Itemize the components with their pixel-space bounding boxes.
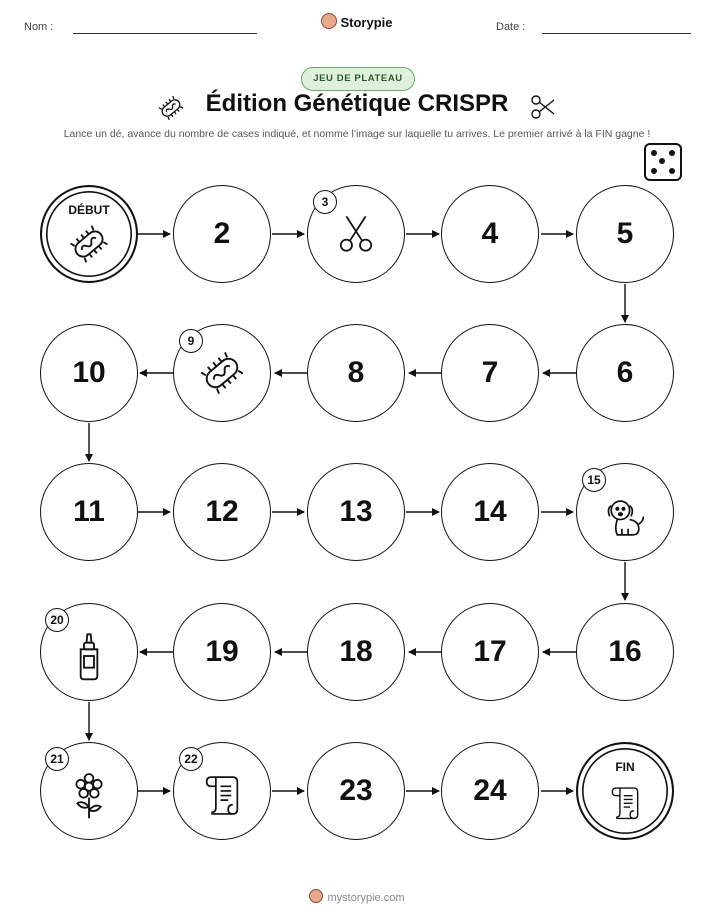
board-cell-17[interactable] [441,603,539,701]
board-cell-16[interactable] [576,603,674,701]
storypie-logo-icon [309,889,323,903]
bacteria-icon [66,221,112,267]
game-badge: JEU DE PLATEAU [301,67,415,91]
cell-tag: 3 [313,190,337,214]
board-cell-13[interactable] [307,463,405,561]
cell-number: 18 [339,635,373,668]
cell-number: 24 [473,774,507,807]
board-cell-18[interactable] [307,603,405,701]
board-cell-6[interactable] [576,324,674,422]
cell-tag: 20 [45,608,69,632]
cell-number: 4 [481,217,499,250]
cell-number: 6 [616,356,634,389]
cell-tag: 9 [179,329,203,353]
name-label: Nom : [24,21,54,33]
footer [0,889,714,904]
board-cell-10[interactable] [40,324,138,422]
end-label: FIN [615,760,635,774]
cell-number: 10 [72,356,106,389]
date-label: Date : [496,21,526,33]
cell-number: 14 [473,495,507,528]
puppy-icon [602,495,648,541]
footer-url[interactable]: mystorypie.com [327,892,405,904]
cell-number: 13 [339,495,373,528]
board-cell-4[interactable] [441,185,539,283]
start-label: DÉBUT [68,203,110,217]
board-cell-24[interactable] [441,742,539,840]
cell-tag: 21 [45,747,69,771]
cell-number: 7 [481,356,499,389]
cell-number: 12 [205,495,239,528]
cell-tag: 22 [179,747,203,771]
glue-bottle-icon [69,631,109,681]
cell-number: 8 [347,356,365,389]
scroll-icon [201,771,243,817]
bacteria-icon [196,347,248,399]
scroll-icon [608,783,642,821]
instructions: Lance un dé, avance du nombre de cases indiqué, et nomme l’image sur laquelle tu arrives. Le premier arrivé à la FIN gagne ! [63,128,651,140]
board-cell-start[interactable] [40,185,138,283]
page-title: Édition Génétique CRISPR [205,90,509,117]
board-cell-23[interactable] [307,742,405,840]
board-cell-7[interactable] [441,324,539,422]
cell-number: 16 [608,635,642,668]
board-cell-19[interactable] [173,603,271,701]
cell-number: 5 [616,217,634,250]
brand-name: Storypie [340,15,393,30]
board-cell-11[interactable] [40,463,138,561]
cell-tag: 15 [582,468,606,492]
cell-number: 19 [205,635,239,668]
scissors-icon [332,210,380,258]
board-cell-8[interactable] [307,324,405,422]
cell-number: 11 [73,495,105,528]
cell-number: 2 [213,217,231,250]
flower-icon [67,770,111,820]
board-cell-2[interactable] [173,185,271,283]
cell-number: 23 [339,774,373,807]
board-cell-5[interactable] [576,185,674,283]
board-cell-14[interactable] [441,463,539,561]
board-cell-12[interactable] [173,463,271,561]
board-cell-end[interactable] [576,742,674,840]
cell-number: 17 [473,635,507,668]
